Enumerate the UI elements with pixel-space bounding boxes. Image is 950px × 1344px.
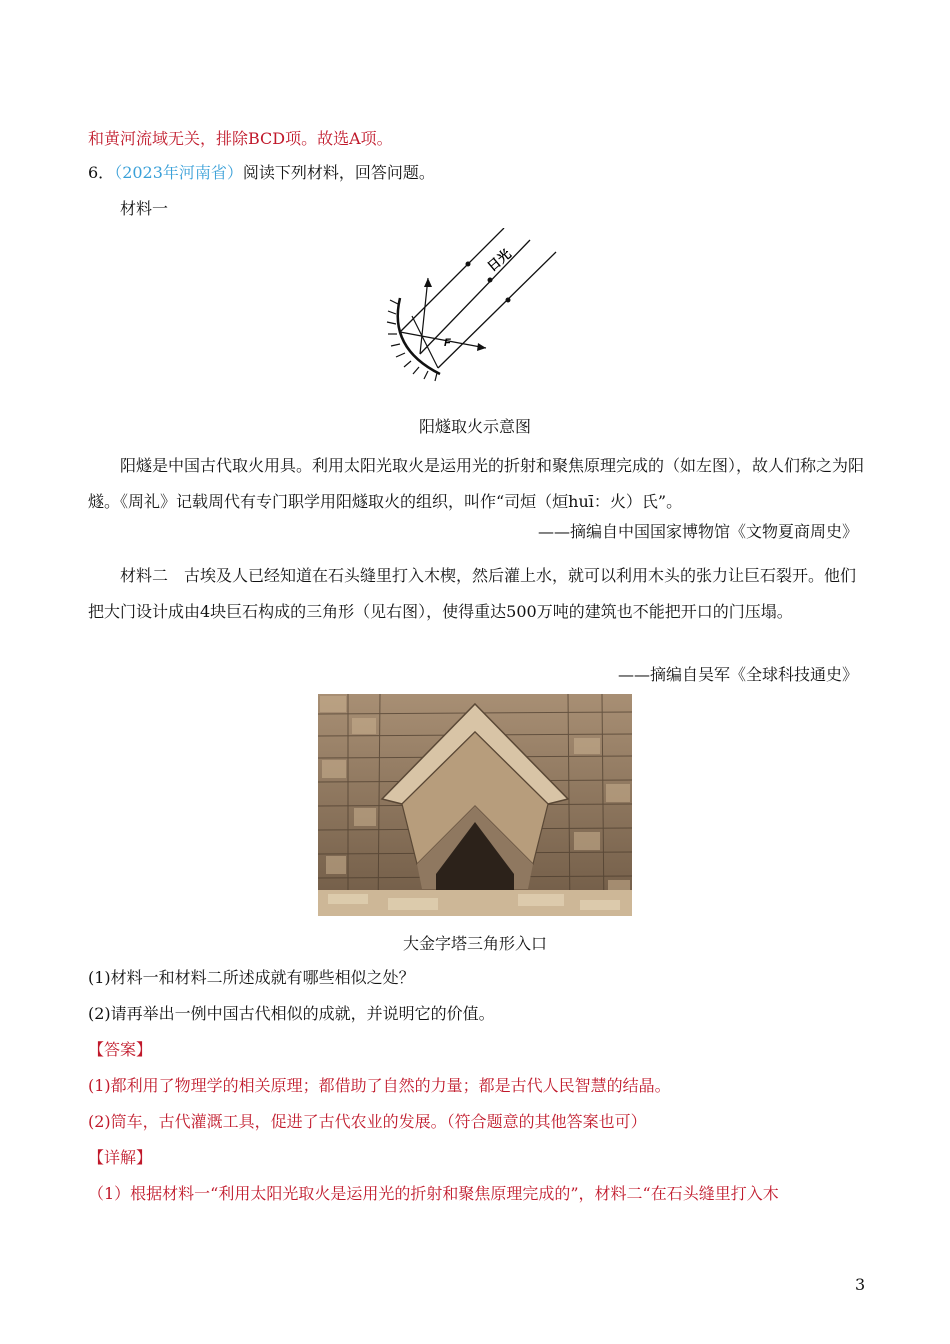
detail-line: （1）根据材料一“利用太阳光取火是运用光的折射和聚焦原理完成的”，材料二“在石头缝里打入木 <box>88 1184 779 1203</box>
page-number: 3 <box>855 1275 866 1294</box>
sunlight-label: 日光 <box>484 246 515 276</box>
question-prompt: 阅读下列材料，回答问题。 <box>242 163 435 182</box>
diagram-caption: 阳燧取火示意图 <box>418 417 531 436</box>
material1-label: 材料一 <box>120 199 169 218</box>
question-number: 6． <box>88 163 115 182</box>
question-1: (1)材料一和材料二所述成就有哪些相似之处？ <box>88 968 415 987</box>
material2-citation: ——摘编自吴军《全球科技通史》 <box>617 665 858 684</box>
material1-citation: ——摘编自中国国家博物馆《文物夏商周史》 <box>537 522 858 541</box>
focus-label: F <box>444 337 451 349</box>
question-2: (2)请再举出一例中国古代相似的成就，并说明它的价值。 <box>88 1004 495 1023</box>
answer-tail-line: 和黄河流域无关，排除BCD项。故选A项。 <box>88 129 393 148</box>
pyramid-entrance-photo <box>318 694 632 916</box>
answer-line-1: (1)都利用了物理学的相关原理；都借助了自然的力量；都是古代人民智慧的结晶。 <box>88 1076 671 1095</box>
material1-text: 阳燧是中国古代取火用具。利用太阳光取火是运用光的折射和聚焦原理完成的（如左图），故人们称之为阳燧。《周礼》记载周代有专门职学用阳燧取火的组织，叫作“司烜（烜huī：火）氏”。 <box>88 456 865 511</box>
answer-line-2: (2)筒车，古代灌溉工具，促进了古代农业的发展。（符合题意的其他答案也可） <box>88 1112 647 1131</box>
answer-heading: 【答案】 <box>88 1040 153 1059</box>
yangsui-diagram <box>380 228 580 388</box>
question-header <box>88 163 435 183</box>
material2-text: 材料二 古埃及人已经知道在石头缝里打入木楔，然后灌上水，就可以利用木头的张力让巨石裂开。他们把大门设计成由4块巨石构成的三角形（见右图），使得重达500万吨的建筑也不能把开口的门压塌。 <box>88 566 857 621</box>
photo-caption: 大金字塔三角形入口 <box>402 934 547 953</box>
question-source: （2023年河南省） <box>114 163 243 182</box>
detail-heading: 【详解】 <box>88 1148 153 1167</box>
